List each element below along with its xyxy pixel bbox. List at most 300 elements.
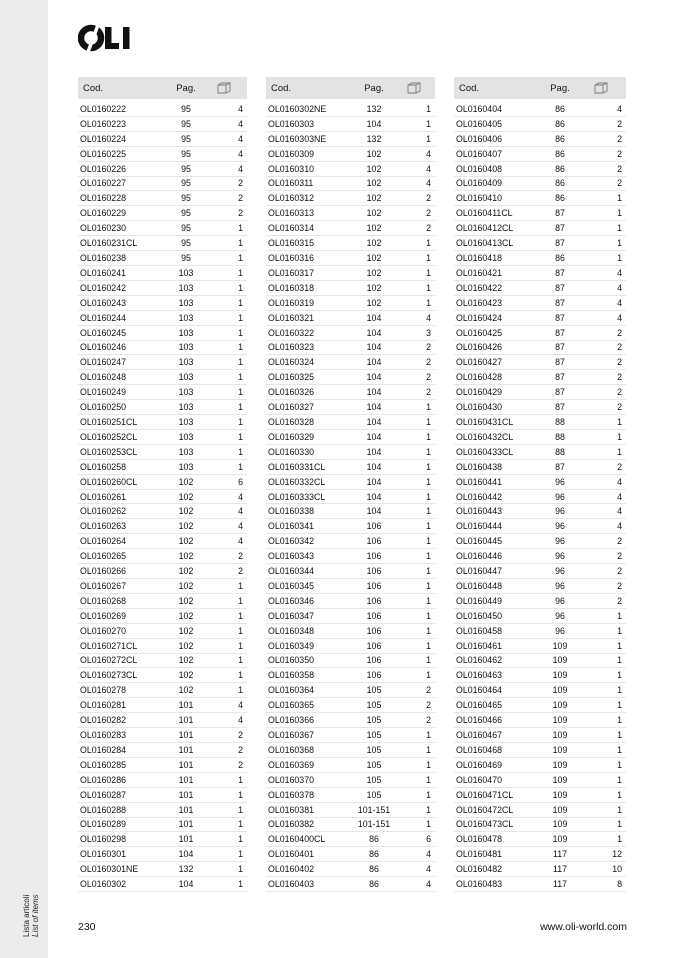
item-code: OL0160243: [80, 297, 126, 308]
side-label-italian: Lista articoli: [22, 894, 31, 937]
item-quantity: 4: [426, 879, 431, 890]
item-quantity: 4: [617, 103, 622, 114]
item-code: OL0160270: [80, 625, 126, 636]
item-code: OL0160346: [268, 595, 314, 606]
table-row: [454, 400, 626, 415]
table-row: [78, 877, 247, 892]
item-quantity: 1: [617, 670, 622, 681]
item-quantity: 1: [426, 416, 431, 427]
item-code: OL0160430: [456, 402, 502, 413]
table-row: [78, 743, 247, 758]
table-row: [78, 862, 247, 877]
table-row: [266, 803, 435, 818]
item-page: 86: [555, 163, 565, 174]
item-quantity: 1: [238, 238, 243, 249]
item-quantity: 2: [426, 715, 431, 726]
item-quantity: 1: [426, 118, 431, 129]
table-row: [78, 311, 247, 326]
item-quantity: 2: [617, 357, 622, 368]
item-page: 101-151: [357, 819, 391, 830]
item-page: 103: [178, 312, 194, 323]
item-code: OL0160365: [268, 700, 314, 711]
item-code: OL0160224: [80, 133, 126, 144]
item-code: OL0160425: [456, 327, 502, 338]
item-quantity: 1: [238, 655, 243, 666]
item-quantity: 1: [238, 879, 243, 890]
item-quantity: 1: [426, 744, 431, 755]
items-list: [266, 102, 435, 892]
item-quantity: 12: [612, 849, 622, 860]
item-page: 104: [366, 357, 382, 368]
item-code: OL0160348: [268, 625, 314, 636]
item-quantity: 4: [238, 491, 243, 502]
item-code: OL0160282: [80, 715, 126, 726]
item-code: OL0160481: [456, 849, 502, 860]
table-row: [454, 475, 626, 490]
item-page: 87: [555, 238, 565, 249]
item-page: 105: [366, 685, 382, 696]
item-page: 102: [178, 595, 194, 606]
item-page: 106: [366, 521, 382, 532]
items-list: [454, 102, 626, 892]
item-code: OL0160289: [80, 819, 126, 830]
table-row: [78, 803, 247, 818]
item-page: 103: [178, 446, 194, 457]
item-code: OL0160288: [80, 804, 126, 815]
table-row: [78, 221, 247, 236]
item-quantity: 2: [617, 118, 622, 129]
item-quantity: 1: [426, 759, 431, 770]
item-code: OL0160328: [268, 416, 314, 427]
table-row: [78, 534, 247, 549]
item-quantity: 1: [426, 253, 431, 264]
table-row: [454, 639, 626, 654]
table-row: [78, 191, 247, 206]
item-page: 101: [178, 700, 194, 711]
item-page: 87: [555, 312, 565, 323]
item-code: OL0160325: [268, 372, 314, 383]
table-row: [454, 177, 626, 192]
item-code: OL0160432CL: [456, 431, 514, 442]
table-row: [78, 326, 247, 341]
items-column-2: [266, 77, 435, 892]
item-quantity: 2: [238, 178, 243, 189]
item-code: OL0160448: [456, 580, 502, 591]
header-pag: Pag.: [364, 82, 384, 94]
item-page: 86: [555, 253, 565, 264]
item-page: 103: [178, 431, 194, 442]
item-quantity: 4: [617, 476, 622, 487]
item-code: OL0160343: [268, 551, 314, 562]
item-page: 104: [366, 476, 382, 487]
table-row: [454, 206, 626, 221]
item-code: OL0160327: [268, 402, 314, 413]
table-row: [78, 832, 247, 847]
item-code: OL0160342: [268, 536, 314, 547]
item-page: 109: [552, 730, 568, 741]
table-row: [266, 788, 435, 803]
table-row: [78, 654, 247, 669]
item-code: OL0160258: [80, 461, 126, 472]
item-quantity: 1: [426, 580, 431, 591]
table-row: [454, 251, 626, 266]
item-page: 86: [555, 148, 565, 159]
item-code: OL0160423: [456, 297, 502, 308]
item-page: 102: [178, 610, 194, 621]
item-page: 96: [555, 536, 565, 547]
table-row: [78, 355, 247, 370]
table-row: [454, 490, 626, 505]
item-quantity: 4: [238, 506, 243, 517]
item-page: 132: [366, 103, 382, 114]
item-page: 102: [178, 580, 194, 591]
item-quantity: 1: [238, 849, 243, 860]
item-quantity: 1: [617, 819, 622, 830]
table-row: [78, 579, 247, 594]
item-quantity: 4: [238, 536, 243, 547]
item-quantity: 2: [426, 372, 431, 383]
item-page: 87: [555, 461, 565, 472]
item-quantity: 1: [426, 461, 431, 472]
table-row: [454, 713, 626, 728]
item-page: 106: [366, 551, 382, 562]
item-quantity: 1: [617, 625, 622, 636]
item-code: OL0160298: [80, 834, 126, 845]
item-quantity: 2: [238, 759, 243, 770]
table-row: [266, 385, 435, 400]
item-code: OL0160271CL: [80, 640, 138, 651]
item-page: 102: [366, 267, 382, 278]
item-code: OL0160470: [456, 774, 502, 785]
item-quantity: 1: [426, 267, 431, 278]
item-quantity: 2: [617, 387, 622, 398]
item-page: 86: [555, 133, 565, 144]
item-code: OL0160272CL: [80, 655, 138, 666]
item-code: OL0160301NE: [80, 864, 139, 875]
item-code: OL0160229: [80, 208, 126, 219]
item-page: 102: [178, 476, 194, 487]
item-quantity: 1: [617, 715, 622, 726]
table-row: [266, 609, 435, 624]
item-page: 104: [366, 461, 382, 472]
item-quantity: 4: [426, 148, 431, 159]
item-page: 87: [555, 342, 565, 353]
item-quantity: 1: [426, 506, 431, 517]
item-code: OL0160462: [456, 655, 502, 666]
item-quantity: 1: [426, 133, 431, 144]
box-icon: [576, 82, 626, 94]
item-page: 102: [178, 655, 194, 666]
item-code: OL0160473CL: [456, 819, 514, 830]
item-code: OL0160367: [268, 730, 314, 741]
box-icon: [200, 82, 247, 94]
item-code: OL0160231CL: [80, 238, 138, 249]
item-code: OL0160284: [80, 744, 126, 755]
item-page: 102: [366, 282, 382, 293]
item-page: 104: [366, 327, 382, 338]
item-code: OL0160312: [268, 193, 314, 204]
table-row: [266, 177, 435, 192]
item-code: OL0160478: [456, 834, 502, 845]
item-page: 109: [552, 670, 568, 681]
table-row: [266, 251, 435, 266]
table-row: [78, 147, 247, 162]
table-row: [78, 251, 247, 266]
item-code: OL0160310: [268, 163, 314, 174]
table-row: [78, 624, 247, 639]
item-page: 87: [555, 402, 565, 413]
item-page: 103: [178, 297, 194, 308]
item-page: 109: [552, 774, 568, 785]
item-quantity: 4: [238, 133, 243, 144]
table-row: [454, 191, 626, 206]
table-row: [266, 594, 435, 609]
item-page: 103: [178, 402, 194, 413]
item-page: 95: [181, 238, 191, 249]
item-page: 104: [366, 312, 382, 323]
table-row: [266, 400, 435, 415]
table-row: [78, 818, 247, 833]
table-row: [78, 713, 247, 728]
table-row: [78, 236, 247, 251]
item-page: 106: [366, 670, 382, 681]
table-row: [454, 281, 626, 296]
item-code: OL0160283: [80, 730, 126, 741]
item-quantity: 4: [238, 700, 243, 711]
item-quantity: 1: [426, 566, 431, 577]
table-row: [454, 415, 626, 430]
item-code: OL0160238: [80, 253, 126, 264]
item-code: OL0160410: [456, 193, 502, 204]
item-quantity: 2: [617, 163, 622, 174]
item-quantity: 1: [426, 521, 431, 532]
item-quantity: 4: [617, 491, 622, 502]
item-quantity: 4: [238, 521, 243, 532]
item-code: OL0160315: [268, 238, 314, 249]
column-header: [454, 77, 626, 99]
item-page: 117: [552, 864, 568, 875]
table-row: [454, 311, 626, 326]
item-code: OL0160316: [268, 253, 314, 264]
item-code: OL0160249: [80, 387, 126, 398]
table-row: [78, 341, 247, 356]
table-row: [266, 847, 435, 862]
table-row: [454, 803, 626, 818]
item-code: OL0160248: [80, 372, 126, 383]
item-code: OL0160464: [456, 685, 502, 696]
item-quantity: 2: [617, 178, 622, 189]
item-page: 105: [366, 744, 382, 755]
item-page: 95: [181, 178, 191, 189]
table-row: [78, 460, 247, 475]
item-quantity: 1: [238, 864, 243, 875]
item-quantity: 1: [617, 759, 622, 770]
item-page: 102: [178, 536, 194, 547]
table-row: [78, 564, 247, 579]
item-quantity: 1: [238, 312, 243, 323]
table-row: [78, 594, 247, 609]
item-code: OL0160301: [80, 849, 126, 860]
item-quantity: 6: [238, 476, 243, 487]
item-code: OL0160266: [80, 566, 126, 577]
table-row: [454, 832, 626, 847]
item-code: OL0160302: [80, 879, 126, 890]
item-code: OL0160402: [268, 864, 314, 875]
item-page: 86: [369, 834, 379, 845]
table-row: [78, 370, 247, 385]
item-code: OL0160404: [456, 103, 502, 114]
item-quantity: 1: [238, 580, 243, 591]
item-code: OL0160472CL: [456, 804, 514, 815]
item-page: 87: [555, 282, 565, 293]
item-quantity: 1: [238, 416, 243, 427]
item-page: 117: [552, 879, 568, 890]
item-quantity: 1: [238, 789, 243, 800]
item-page: 96: [555, 595, 565, 606]
item-quantity: 1: [426, 670, 431, 681]
item-code: OL0160411CL: [456, 208, 513, 219]
table-row: [78, 430, 247, 445]
item-code: OL0160242: [80, 282, 126, 293]
table-row: [454, 758, 626, 773]
item-page: 101: [178, 789, 194, 800]
item-quantity: 4: [617, 312, 622, 323]
table-row: [266, 475, 435, 490]
item-page: 109: [552, 700, 568, 711]
item-code: OL0160403: [268, 879, 314, 890]
item-quantity: 1: [238, 327, 243, 338]
table-row: [454, 773, 626, 788]
item-code: OL0160338: [268, 506, 314, 517]
item-code: OL0160418: [456, 253, 502, 264]
item-page: 103: [178, 327, 194, 338]
item-quantity: 1: [238, 267, 243, 278]
item-code: OL0160401: [268, 849, 314, 860]
item-code: OL0160466: [456, 715, 502, 726]
box-icon: [392, 82, 435, 94]
item-quantity: 1: [426, 789, 431, 800]
item-code: OL0160364: [268, 685, 314, 696]
side-band: [0, 0, 48, 958]
item-code: OL0160378: [268, 789, 314, 800]
item-code: OL0160252CL: [80, 431, 138, 442]
item-code: OL0160245: [80, 327, 126, 338]
item-page: 105: [366, 715, 382, 726]
item-code: OL0160251CL: [80, 416, 138, 427]
website-link[interactable]: www.oli-world.com: [540, 921, 627, 933]
item-quantity: 4: [238, 148, 243, 159]
item-code: OL0160319: [268, 297, 314, 308]
item-code: OL0160262: [80, 506, 126, 517]
item-quantity: 10: [612, 864, 622, 875]
item-code: OL0160285: [80, 759, 126, 770]
item-page: 102: [366, 163, 382, 174]
item-code: OL0160286: [80, 774, 126, 785]
item-page: 104: [178, 879, 194, 890]
table-row: [454, 877, 626, 892]
item-quantity: 1: [426, 595, 431, 606]
item-page: 105: [366, 759, 382, 770]
table-row: [78, 504, 247, 519]
item-page: 106: [366, 536, 382, 547]
table-row: [266, 341, 435, 356]
item-page: 104: [366, 118, 382, 129]
item-quantity: 2: [426, 357, 431, 368]
item-page: 87: [555, 223, 565, 234]
table-row: [266, 281, 435, 296]
item-page: 86: [369, 849, 379, 860]
item-quantity: 1: [238, 387, 243, 398]
item-quantity: 1: [617, 700, 622, 711]
table-row: [454, 818, 626, 833]
item-code: OL0160321: [268, 312, 314, 323]
table-row: [78, 490, 247, 505]
item-page: 104: [366, 431, 382, 442]
item-page: 101: [178, 715, 194, 726]
item-quantity: 4: [426, 178, 431, 189]
item-quantity: 1: [238, 595, 243, 606]
item-code: OL0160482: [456, 864, 502, 875]
side-label: [22, 894, 40, 937]
item-code: OL0160368: [268, 744, 314, 755]
item-code: OL0160458: [456, 625, 502, 636]
table-row: [78, 683, 247, 698]
item-code: OL0160412CL: [456, 223, 514, 234]
item-code: OL0160313: [268, 208, 314, 219]
item-code: OL0160443: [456, 506, 502, 517]
item-page: 86: [555, 103, 565, 114]
item-page: 101-151: [357, 804, 391, 815]
item-page: 103: [178, 416, 194, 427]
table-row: [78, 549, 247, 564]
table-row: [454, 162, 626, 177]
table-row: [266, 654, 435, 669]
table-row: [454, 341, 626, 356]
table-row: [78, 400, 247, 415]
item-quantity: 2: [238, 566, 243, 577]
item-page: 87: [555, 208, 565, 219]
item-page: 95: [181, 253, 191, 264]
item-page: 103: [178, 461, 194, 472]
item-code: OL0160429: [456, 387, 502, 398]
item-page: 104: [178, 849, 194, 860]
item-code: OL0160318: [268, 282, 314, 293]
item-code: OL0160413CL: [456, 238, 514, 249]
item-quantity: 1: [617, 223, 622, 234]
table-row: [454, 355, 626, 370]
table-row: [78, 415, 247, 430]
table-row: [454, 147, 626, 162]
item-code: OL0160424: [456, 312, 502, 323]
item-page: 87: [555, 372, 565, 383]
item-quantity: 1: [238, 223, 243, 234]
item-code: OL0160438: [456, 461, 502, 472]
item-code: OL0160230: [80, 223, 126, 234]
item-quantity: 2: [238, 744, 243, 755]
item-quantity: 2: [617, 402, 622, 413]
item-quantity: 2: [617, 566, 622, 577]
item-page: 101: [178, 819, 194, 830]
item-quantity: 2: [238, 208, 243, 219]
item-quantity: 1: [426, 730, 431, 741]
item-code: OL0160433CL: [456, 446, 514, 457]
item-page: 106: [366, 595, 382, 606]
item-quantity: 2: [617, 595, 622, 606]
table-row: [78, 847, 247, 862]
item-code: OL0160409: [456, 178, 502, 189]
item-code: OL0160269: [80, 610, 126, 621]
table-row: [266, 147, 435, 162]
